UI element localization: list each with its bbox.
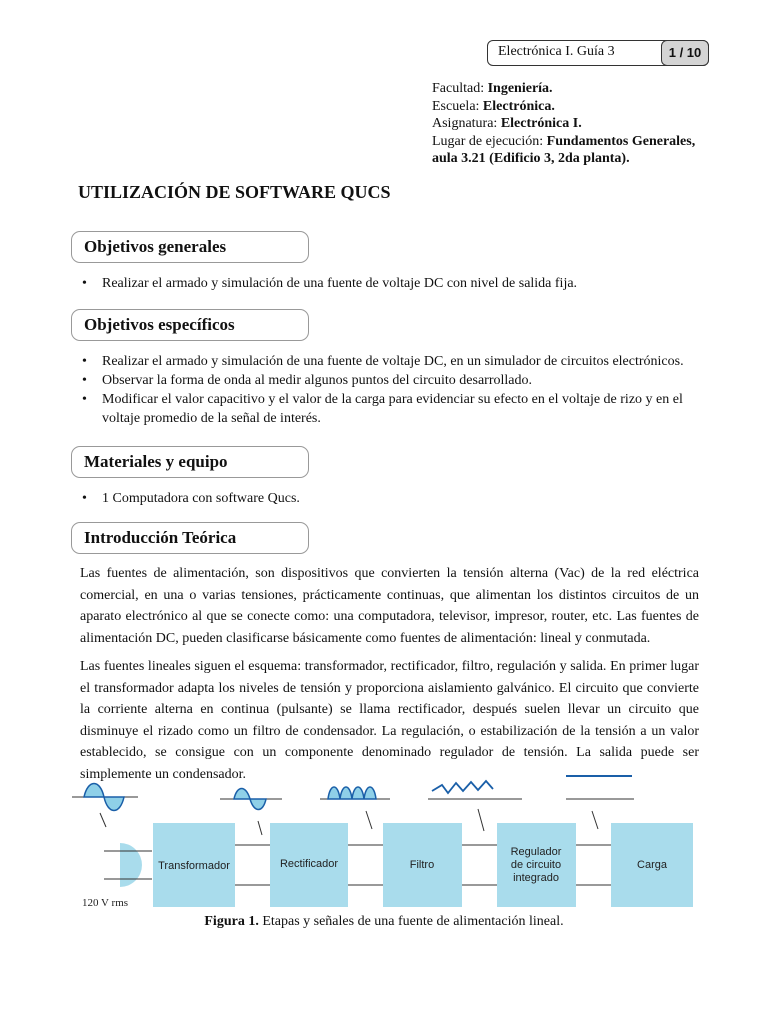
lugar-value-2: aula 3.21 (Edificio 3, 2da planta). (432, 151, 630, 166)
figure-caption-text: Etapas y señales de una fuente de alimentación lineal. (258, 914, 564, 929)
lugar-line-2 (432, 150, 732, 168)
document-title: UTILIZACIÓN DE SOFTWARE QUCS (78, 182, 391, 202)
section-introduccion: Introducción Teórica (71, 522, 309, 554)
regulador-label-2: de circuito (510, 859, 562, 871)
section-objetivos-especificos: Objetivos específicos (71, 309, 309, 341)
course-info (432, 80, 732, 168)
intro-paragraph-1: Las fuentes de alimentación, son dispositivos que convierten la tensión alterna (Vac) de la red eléctrica comercial, en una o varias tensiones, prácticamente continuas, que alimentan los distintos circuitos de un aparato electrónico al que se conecte como: una computadora, televisor, impresor, router, etc. Las fuentes de alimentación DC, pueden clasificarse básicamente como fuentes de alimentación: lineal y conmutada. (80, 566, 699, 646)
facultad-value: Ingeniería. (487, 81, 553, 96)
lugar-value-1: Fundamentos Generales, (546, 133, 696, 149)
objetivos-generales-list (82, 274, 702, 293)
regulador-label-3: integrado (513, 872, 559, 884)
materiales-list (82, 489, 702, 508)
transformador-label: Transformador (158, 860, 230, 872)
list-item: • Observar la forma de onda al medir algunos puntos del circuito desarrollado. (82, 371, 702, 390)
list-item: • Modificar el valor capacitivo y el valor de la carga para evidenciar su efecto en el voltaje de rizo y en el voltaje promedio de la señal de interés. (82, 390, 702, 428)
objetivos-especificos-list (82, 352, 702, 428)
page-indicator: 1 / 10 (661, 40, 709, 66)
dc-output-icon (566, 776, 634, 799)
figure-caption (0, 914, 768, 930)
facultad-line: Facultad: Ingeniería. (432, 81, 553, 96)
lugar-line: Lugar de ejecución: Fundamentos Generales, (432, 133, 696, 149)
ac-wave-secondary-icon (220, 789, 282, 810)
section-objetivos-generales: Objetivos generales (71, 231, 309, 263)
ac-source-icon (104, 843, 152, 887)
rectified-wave-icon (320, 787, 390, 799)
power-supply-diagram (70, 765, 700, 913)
ripple-wave-icon (428, 781, 522, 799)
filtro-label: Filtro (409, 859, 435, 871)
rectificador-label: Rectificador (279, 858, 339, 870)
list-item: • Realizar el armado y simulación de una fuente de voltaje DC con nivel de salida fija. (82, 274, 702, 293)
ac-wave-icon (72, 784, 138, 811)
list-item: • Realizar el armado y simulación de una fuente de voltaje DC, en un simulador de circuitos electrónicos. (82, 352, 702, 371)
intro-paragraph-2: Las fuentes lineales siguen el esquema: transformador, rectificador, filtro, regulación y salida. En primer lugar el transformador adapta los niveles de tensión y proporciona aislamiento galvánico. El circuito que convierte la corriente alterna en continua (pulsante) se llama rectificador, después suelen llevar un circuito que disminuye el rizado como un filtro de condensador. La regulación, o estabilización de la tensión a un valor establecido, se consigue con un componente denominado regulador de tensión. La salida puede ser simplemente un condensador. (80, 659, 699, 782)
source-voltage-label: 120 V rms (82, 897, 129, 909)
escuela-line: Escuela: Electrónica. (432, 98, 555, 114)
figure-caption-number: Figura 1. (204, 914, 259, 929)
section-materiales: Materiales y equipo (71, 446, 309, 478)
regulador-label: Regulador (510, 846, 562, 858)
list-item: • 1 Computadora con software Qucs. (82, 489, 702, 508)
asignatura-line: Asignatura: Electrónica I. (432, 116, 582, 131)
carga-label: Carga (637, 859, 667, 871)
header-title: Electrónica I. Guía 3 (498, 44, 615, 59)
asignatura-value: Electrónica I. (500, 116, 582, 131)
escuela-value: Electrónica. (482, 98, 555, 114)
